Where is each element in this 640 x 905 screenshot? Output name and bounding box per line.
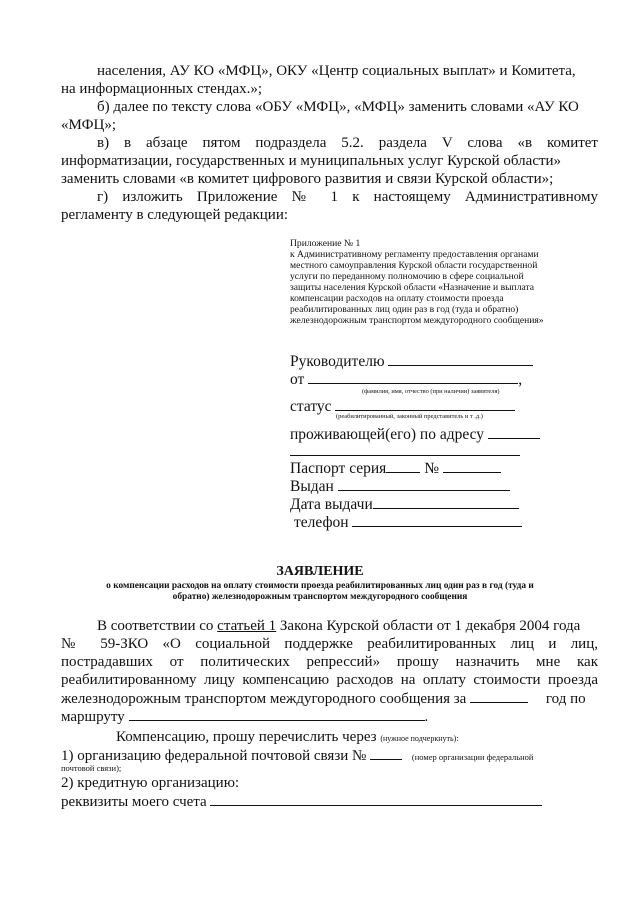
intro-line-2: на информационных стендах.»; [61, 81, 263, 97]
document-subtitle-line-1: о компенсации расходов на оплату стоимости проезда реабилитированных лиц один раз в год (туда и [106, 581, 534, 591]
passport-number-field[interactable] [443, 459, 501, 473]
from-label: от , [290, 371, 523, 388]
intro-line-7: заменить словами «в комитет цифрового развития и связи Курской области»; [61, 171, 554, 187]
option-post-office[interactable]: 1) организацию федеральной почтовой связи № [61, 748, 367, 764]
passport-label: Паспорт серия № [290, 459, 501, 478]
address-field[interactable] [488, 425, 540, 439]
passport-series-field[interactable] [386, 459, 420, 473]
status-label: статус [290, 397, 515, 416]
issued-field[interactable] [338, 477, 510, 491]
account-details-field[interactable] [210, 792, 542, 806]
issue-date-field[interactable] [373, 495, 519, 509]
appendix-line-6: компенсации расходов на оплату стоимости проезда [290, 293, 504, 304]
appendix-line-1: Приложение № 1 [290, 238, 361, 249]
head-label: Руководителю [290, 352, 533, 371]
document-subtitle-line-2: обратно) железнодорожным транспортом междугородного сообщения [172, 592, 468, 602]
intro-line-1: населения, АУ КО «МФЦ», ОКУ «Центр социальных выплат» и Комитета, [97, 63, 576, 79]
appendix-line-8: железнодорожным транспортом междугородного сообщения» [290, 315, 544, 326]
law-article-link[interactable]: статьей 1 [217, 618, 277, 634]
appendix-line-3: местного самоуправления Курской области государственной [290, 260, 538, 271]
option-credit-organization[interactable]: 2) кредитную организацию: [61, 775, 240, 791]
intro-line-4: «МФЦ»; [61, 117, 116, 133]
head-field[interactable] [388, 352, 533, 366]
status-field[interactable] [335, 397, 515, 411]
address-field-line-2[interactable] [290, 455, 520, 456]
payment-method-hint: (нужное подчеркнуть): [380, 734, 459, 743]
intro-line-5: в) в абзаце пятом подраздела 5.2. раздела V слова «в комитет [97, 135, 598, 151]
post-office-number-field[interactable] [370, 746, 402, 760]
document-title: ЗАЯВЛЕНИЕ [276, 564, 364, 579]
address-label: проживающей(его) по адресу [290, 425, 540, 444]
intro-line-8: г) изложить Приложение № 1 к настоящему Административному [97, 189, 598, 205]
body-line-3: пострадавших от политических репрессий» прошу назначить мне как [61, 654, 598, 670]
body-line-2: № 59-ЗКО «О социальной поддержке реабилитированных лиц и лиц, [61, 636, 598, 652]
body-line-5: железнодорожным транспортом междугородного сообщения за год по [61, 691, 586, 707]
post-office-hint: (номер организации федеральной [411, 752, 534, 762]
from-hint: (фамилия, имя, отчество (при наличии) заявителя) [362, 388, 500, 395]
appendix-line-7: реабилитированных лиц один раз в год (туда и обратно) [290, 304, 519, 315]
from-field[interactable] [308, 370, 518, 384]
appendix-line-4: услуги по переданному полномочию в сфере социальной [290, 271, 524, 282]
body-line-6: маршруту . [61, 709, 429, 725]
post-office-hint-cont: почтовой связи); [61, 763, 122, 773]
status-hint: (реабилитированный, законный представитель и т .д.) [336, 413, 483, 420]
intro-line-9: регламенту в следующей редакции: [61, 207, 289, 223]
phone-field[interactable] [352, 513, 522, 527]
intro-line-3: б) далее по тексту слова «ОБУ «МФЦ», «МФЦ» заменить словами «АУ КО [97, 99, 579, 115]
body-line-1: В соответствии со статьей 1 Закона Курской области от 1 декабря 2004 года [97, 618, 581, 634]
body-line-11: реквизиты моего счета [61, 792, 542, 811]
appendix-line-5: защиты населения Курской области «Назначение и выплата [290, 282, 535, 293]
body-line-4: реабилитированному лицу компенсацию расходов на оплату стоимости проезда [61, 672, 598, 688]
body-line-7: Компенсацию, прошу перечислить через (нужное подчеркнуть): [116, 729, 459, 745]
year-field[interactable] [470, 689, 528, 703]
route-field[interactable] [129, 707, 425, 721]
appendix-line-2: к Административному регламенту предоставления органами [290, 249, 539, 260]
issued-label: Выдан [290, 477, 510, 496]
body-line-8[interactable] [61, 746, 533, 766]
intro-line-6: информатизации, государственных и муниципальных услуг Курской области» [61, 153, 562, 169]
issue-date-label: Дата выдачи [290, 495, 519, 514]
phone-label: телефон [294, 513, 522, 532]
